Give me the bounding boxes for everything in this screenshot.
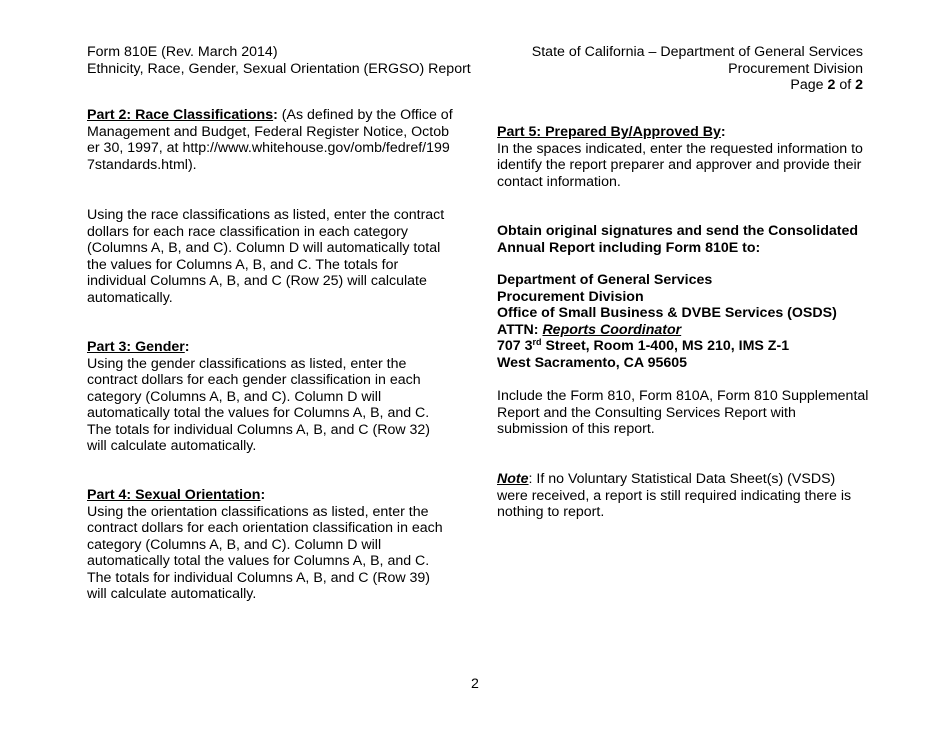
- include-note: Include the Form 810, Form 810A, Form 810 Supplemental Report and the Consulting Services Report with submission of this report.: [497, 388, 869, 437]
- attn-name: Reports Coordinator: [542, 321, 682, 338]
- part2-body-block: [87, 207, 453, 306]
- submission-instruction: Obtain original signatures and send the Consolidated Annual Report including Form 810E to:: [497, 223, 859, 256]
- mailing-address: [497, 272, 877, 371]
- part2-paragraph: Part 2: Race Classifications: (As defined by the Office of Management and Budget, Federal Register Notice, October 30, 1997, at http://www.whitehouse.gov/omb/fedref/1997standards.html).: [87, 107, 453, 173]
- city-line: West Sacramento, CA 95605: [497, 354, 688, 371]
- part4-section: [87, 487, 453, 603]
- agency-name: State of California – Department of General Services: [531, 44, 863, 60]
- report-title: Ethnicity, Race, Gender, Sexual Orientation (ERGSO) Report: [87, 60, 471, 77]
- page-total: 2: [855, 77, 863, 93]
- submission-instruction-block: [497, 223, 869, 256]
- part4-body: Using the orientation classifications as listed, enter the contract dollars for each orientation classification in each category (Columns A, B, and C). Column D will automatically total the values for Columns A, B, and C. The totals for individual Columns A, B, and C (Row 39) will calculate automatically.: [87, 503, 443, 602]
- part2-body: Using the race classifications as listed, enter the contract dollars for each race classification in each category (Columns A, B, and C). Column D will automatically total the values for Columns A, B, and C. The totals for individual Columns A, B, and C (Row 25) will calculate automatically.: [87, 207, 445, 306]
- part2-intro: (As defined by the Office of Management and Budget, Federal Register Notice, October 30, 1997, at http://www.whitehouse.gov/omb/fedref/1997standards.html).: [87, 107, 453, 173]
- note-block: [497, 471, 863, 521]
- attn-line: ATTN: Reports Coordinator: [497, 321, 682, 338]
- address-line-2: Procurement Division: [497, 288, 644, 305]
- part2-section: [87, 107, 453, 173]
- note-label: Note: [497, 471, 529, 487]
- include-note-block: [497, 388, 869, 438]
- street-line: 707 3rd Street, Room 1-400, MS 210, IMS Z-1: [497, 337, 790, 354]
- part3-section: [87, 339, 453, 455]
- part2-heading: Part 2: Race Classifications: [87, 107, 274, 123]
- part3-heading: Part 3: Gender:: [87, 339, 190, 355]
- note-paragraph: [497, 471, 863, 521]
- part5-heading: Part 5: Prepared By/Approved By:: [497, 124, 726, 140]
- part4-heading: Part 4: Sexual Orientation:: [87, 487, 266, 503]
- page-current: 2: [827, 77, 836, 93]
- note-text: : If no Voluntary Statistical Data Sheet(s) (VSDS) were received, a report is still required indicating there is nothing to report.: [497, 471, 852, 520]
- footer-page-number: 2: [471, 676, 479, 692]
- address-line-1: Department of General Services: [497, 272, 713, 288]
- address-line-3: Office of Small Business & DVBE Services (OSDS): [497, 305, 837, 321]
- part3-body: Using the gender classifications as listed, enter the contract dollars for each gender classification in each category (Columns A, B, and C). Column D will automatically total the values for Columns A, B, and C. The totals for individual Columns A, B, and C (Row 32) will calculate automatically.: [87, 355, 431, 454]
- part5-body: In the spaces indicated, enter the requested information to identify the report preparer and approver and provide their contact information.: [497, 140, 863, 190]
- form-header-right: [480, 44, 863, 94]
- part5-section: [497, 124, 867, 190]
- form-header-left: [87, 44, 507, 77]
- form-number: Form 810E (Rev. March 2014): [87, 44, 278, 60]
- page-indicator: Page 2 of 2: [790, 77, 863, 93]
- division-name: Procurement Division: [728, 60, 863, 77]
